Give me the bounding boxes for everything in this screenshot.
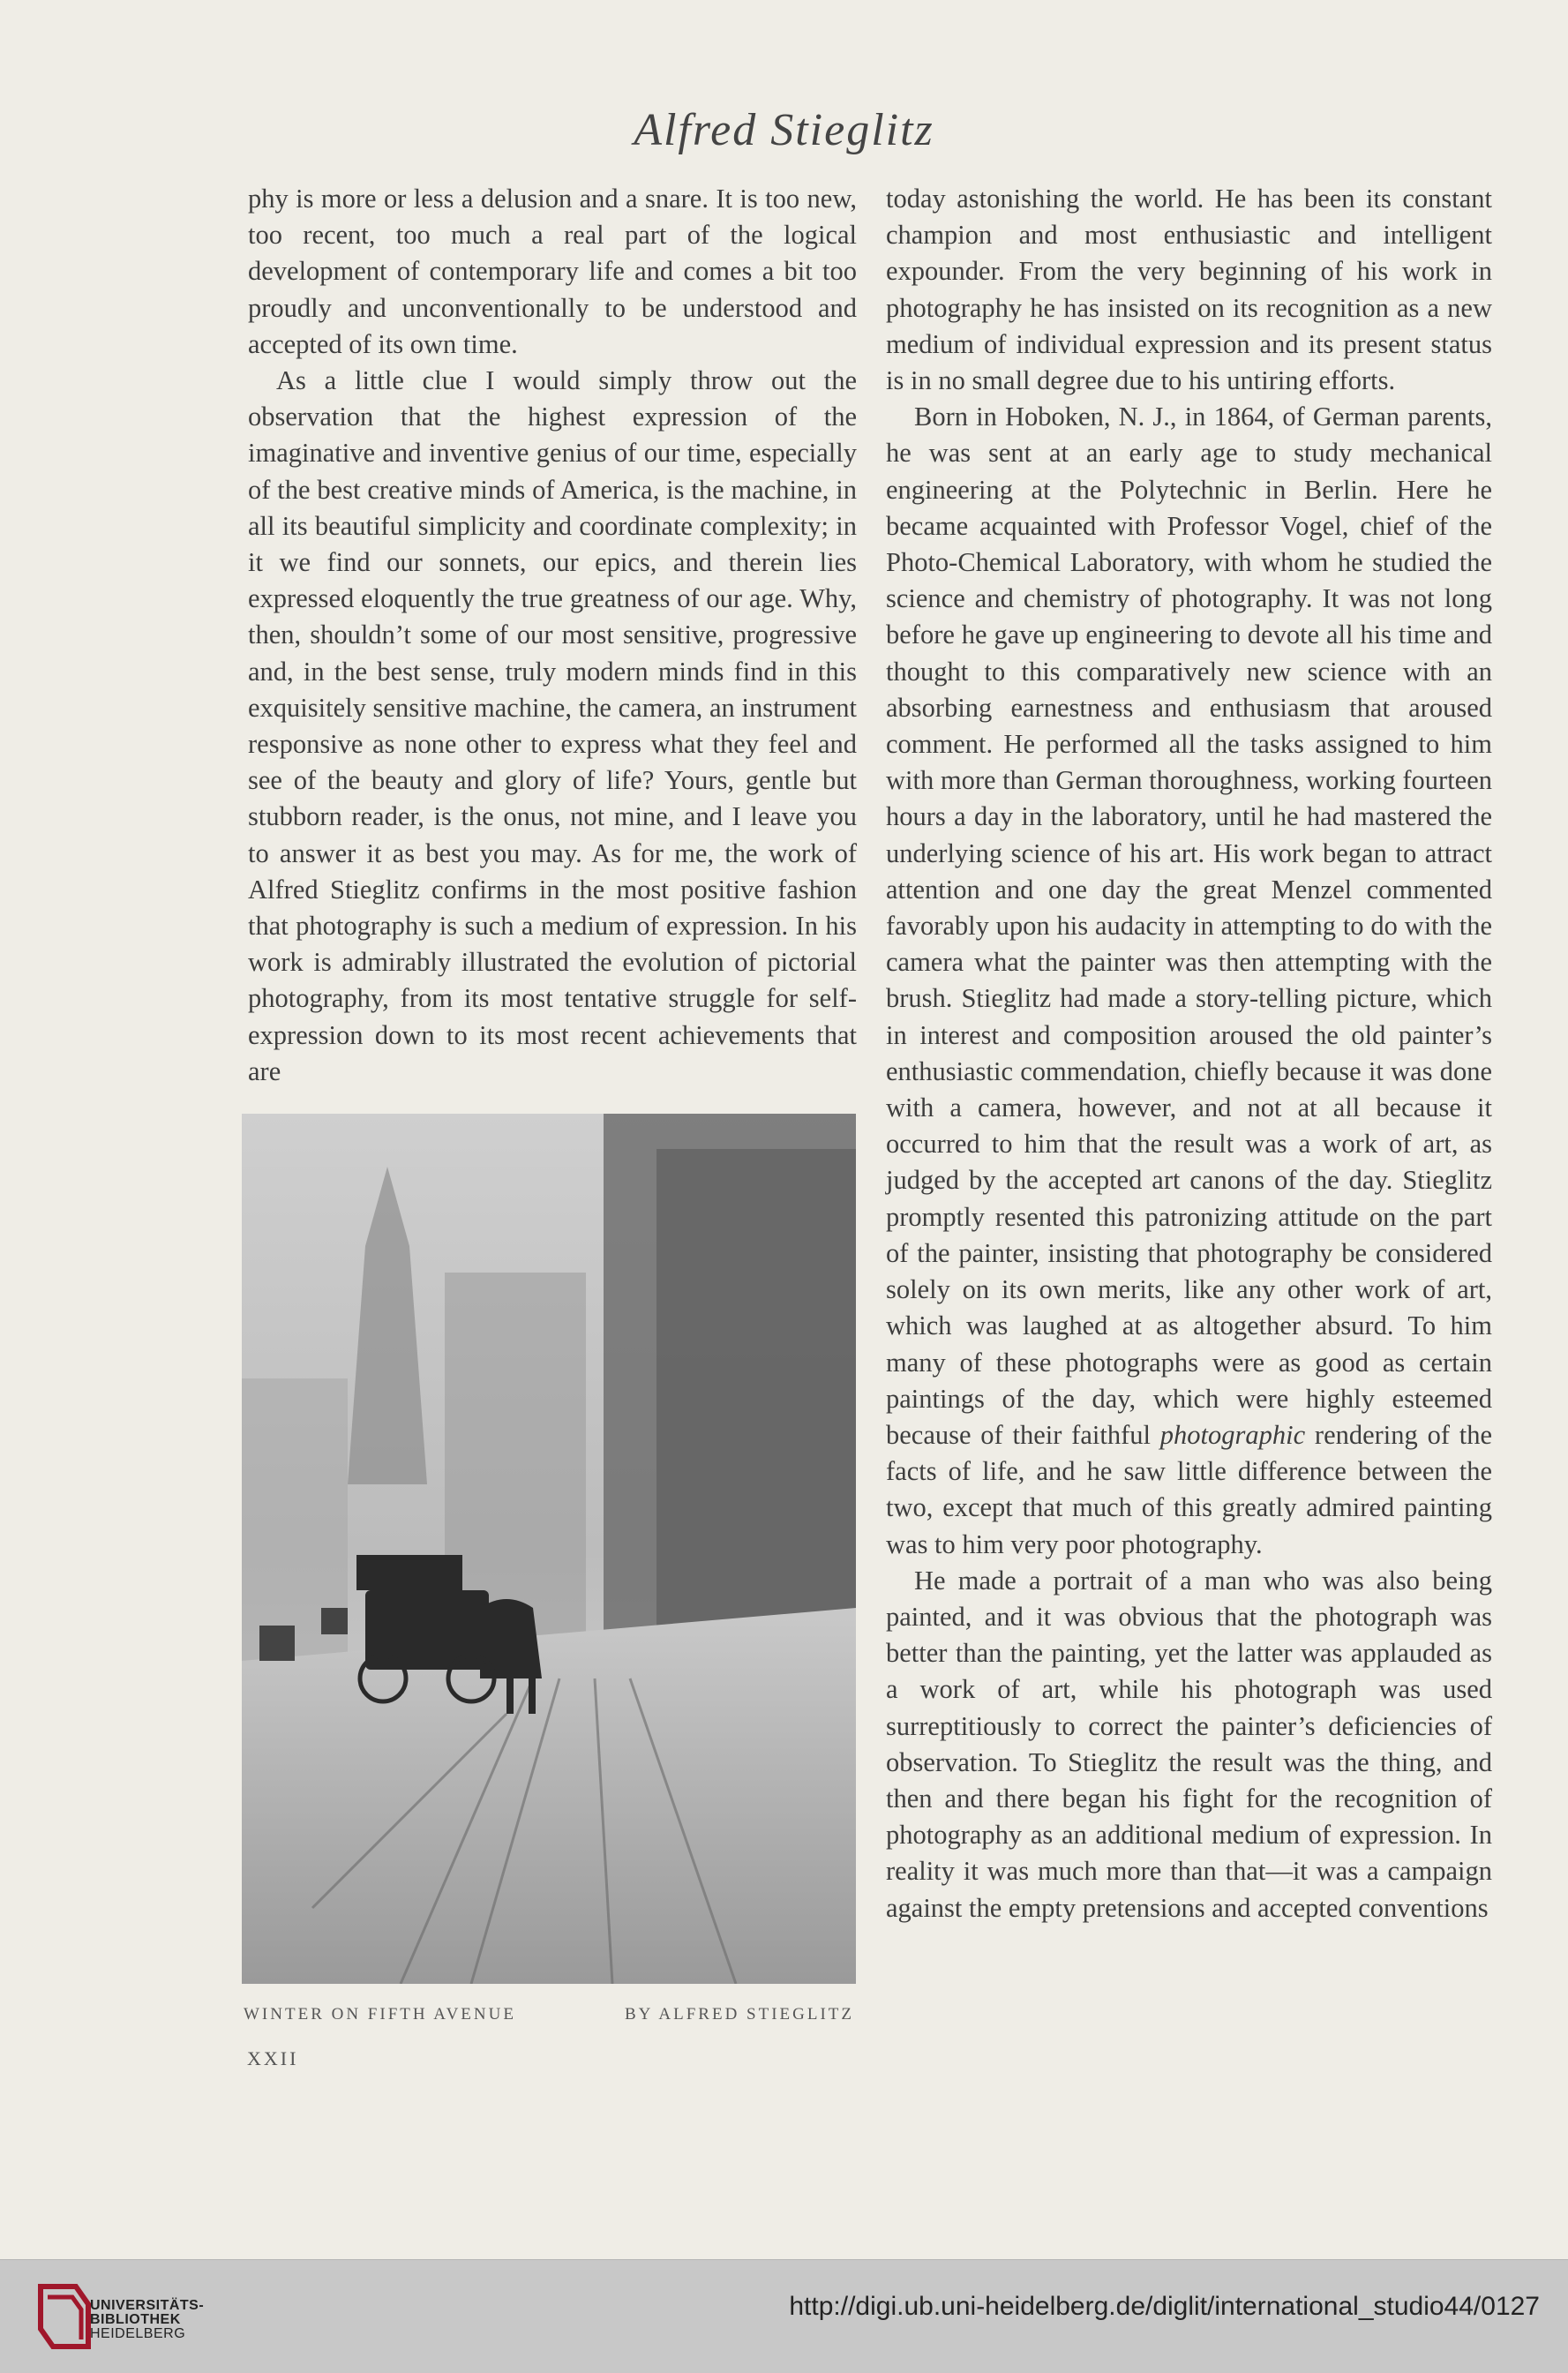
paragraph-text: rendering of the facts of life, and he saw little difference between the two, except that much of this greatly admired painting was to him very poor photography. <box>886 1419 1493 1559</box>
library-logo-icon <box>32 2278 97 2355</box>
paragraph <box>886 399 1492 1563</box>
paragraph: He made a portrait of a man who was also being painted, and it was obvious that the photograph was better than the painting, yet the latter was applauded as a work of art, while his photograph was used surreptitiously to correct the painter’s deficiencies of observation. To Stieglitz the result was the thing, and then and there began his fight for the recognition of photography as an additional medium of expression. In reality it was much more than that—it was a campaign against the empty pretensions and accepted conventions <box>886 1565 1492 1923</box>
permalink-url[interactable]: http://digi.ub.uni-heidelberg.de/diglit/international_studio44/0127 <box>789 2292 1540 2321</box>
paragraph-text: Born in Hoboken, N. J., in 1864, of German parents, he was sent at an early age to study mechanical engineering at the Polytechnic in Berlin. Here he became acquainted with Professor Vogel, chief of the Photo-Chemical Laboratory, with whom he studied the science and chemistry of photography. It was not long before he gave up engineering to devote all his time and thought to this comparatively new science with an absorbing earnestness and enthusiasm that aroused comment. He performed all the tasks assigned to him with more than German thoroughness, working fourteen hours a day in the laboratory, until he had mastered the underlying science of his art. His work began to attract attention and one day the great Menzel commented favorably upon his audacity in attempting to do with the camera what the painter was then attempting with the brush. Stieglitz had made a story-telling picture, which in interest and composition aroused the old painter’s enthusiastic commendation, chiefly because it was done with a camera, however, and not at all because it occurred to him that the result was a work of art, as judged by the accepted art canons of the day. Stieglitz promptly resented this patronizing attitude on the part of the painter, insisting that photography be considered solely on its own merits, like any other work of art, which was laughed at as altogether absurd. To him many of these photographs were as good as certain paintings of the day, which were highly esteemed because of their faithful <box>886 402 1492 1450</box>
left-text-column <box>248 181 857 1090</box>
library-logo-text <box>90 2299 204 2341</box>
paragraph: phy is more or less a delusion and a snare. It is too new, too recent, too much a real part of the logical development of contemporary life and comes a bit too proudly and unconventionally to be understood and accepted of its own time. <box>248 184 857 359</box>
italic-word: photographic <box>1159 1419 1306 1450</box>
library-footer-bar <box>0 2259 1568 2373</box>
logo-line: HEIDELBERG <box>90 2326 186 2341</box>
paragraph: As a little clue I would simply throw out the observation that the highest expression of the imaginative and inventive genius of our time, especially of the best creative minds of America, is the machine, in all its beautiful simplicity and coordinate complexity; in it we find our sonnets, our epics, and therein lies expressed eloquently the true greatness of our age. Why, then, shouldn’t some of our most sensitive, progressive and, in the best sense, truly modern minds find in this exquisitely sensitive machine, the camera, an instrument responsive as none other to express what they feel and see of the beauty and glory of life? Yours, gentle but stubborn reader, is the onus, not mine, and I leave you to answer it as best you may. As for me, the work of Alfred Stieglitz confirms in the most positive fashion that photography is such a medium of expression. In his work is admirably illustrated the evolution of pictorial photography, from its most tentative struggle for self-expression down to its most recent achievements that are <box>248 365 857 1086</box>
running-head: Alfred Stieglitz <box>634 105 934 155</box>
logo-line: UNIVERSITÄTS- <box>90 2298 205 2313</box>
right-text-column <box>886 181 1492 1926</box>
page-folio: XXII <box>247 2047 299 2069</box>
photograph-image <box>242 1114 856 1984</box>
paragraph: today astonishing the world. He has been its constant champion and most enthusiastic and intelligent expounder. From the very beginning of his work in photography he has insisted on its recognition as a new medium of individual expression and its present status is in no small degree due to his untiring efforts. <box>886 184 1492 396</box>
plate-caption-title: WINTER ON FIFTH AVENUE <box>244 2005 516 2024</box>
plate-caption-credit: BY ALFRED STIEGLITZ <box>625 2005 855 2024</box>
logo-line: BIBLIOTHEK <box>90 2312 181 2327</box>
photograph-winter-street <box>242 1114 856 1984</box>
